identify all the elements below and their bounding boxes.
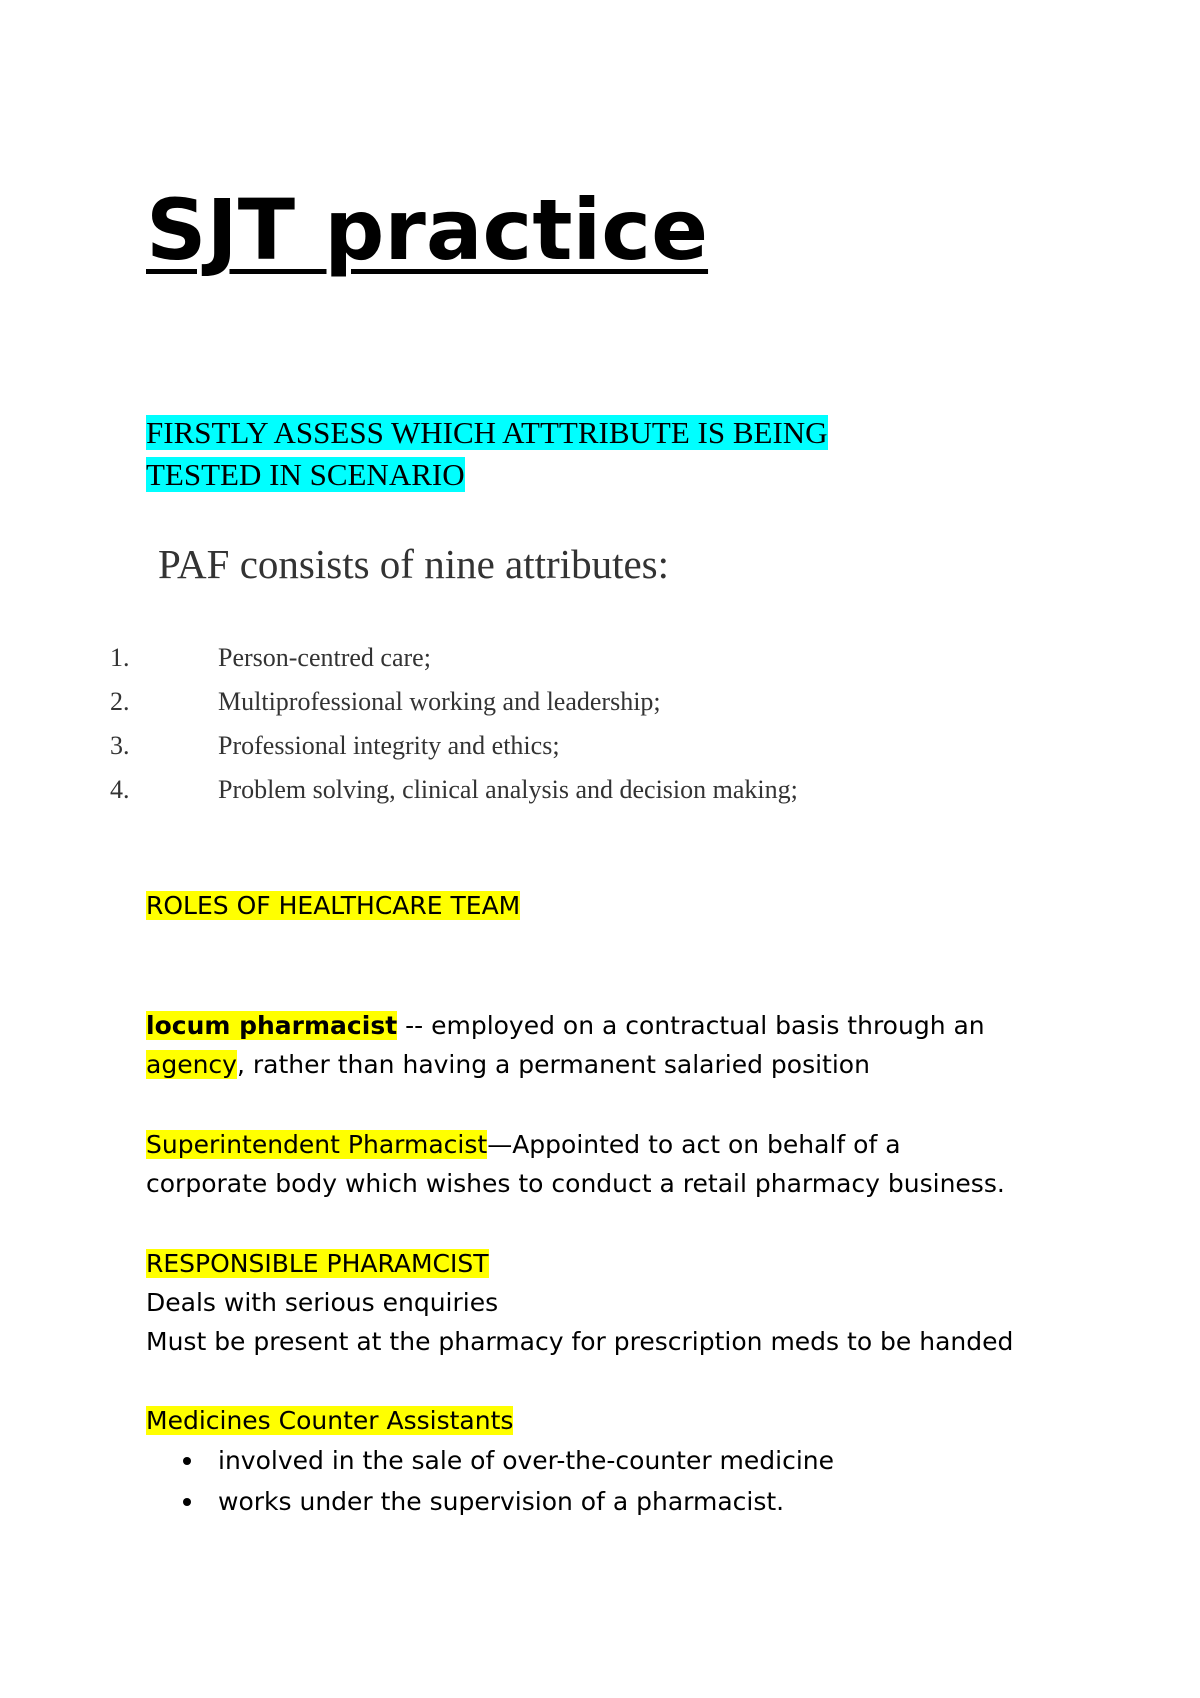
counter-term: Medicines Counter Assistants xyxy=(146,1406,514,1435)
agency-term: agency xyxy=(146,1050,237,1079)
locum-desc-2: , rather than having a permanent salaried position xyxy=(236,1050,870,1079)
list-number: 1. xyxy=(110,643,130,672)
list-text: Multiprofessional working and leadership; xyxy=(218,687,661,716)
roles-heading xyxy=(146,886,520,925)
list-text: Professional integrity and ethics; xyxy=(218,731,560,760)
page-title: SJT practice xyxy=(146,181,709,279)
superintendent-desc-1: —Appointed to act on behalf of a xyxy=(487,1130,901,1159)
assess-instruction xyxy=(146,412,828,496)
responsible-section xyxy=(146,1244,1013,1361)
bullet-icon xyxy=(183,1498,191,1506)
paf-heading: PAF consists of nine attributes: xyxy=(158,541,669,587)
list-number: 4. xyxy=(110,775,130,804)
assess-line-2: TESTED IN SCENARIO xyxy=(146,457,465,492)
list-text: Problem solving, clinical analysis and decision making; xyxy=(218,775,798,804)
roles-heading-text: ROLES OF HEALTHCARE TEAM xyxy=(146,891,521,920)
locum-desc-1: -- employed on a contractual basis through an xyxy=(397,1011,985,1040)
list-number: 2. xyxy=(110,687,130,716)
locum-term: locum pharmacist xyxy=(146,1011,398,1040)
responsible-desc-2: Must be present at the pharmacy for prescription meds to be handed xyxy=(146,1327,1014,1356)
list-text: Person-centred care; xyxy=(218,643,431,672)
bullet-icon xyxy=(183,1457,191,1465)
list-number: 3. xyxy=(110,731,130,760)
counter-section xyxy=(146,1401,513,1440)
responsible-desc-1: Deals with serious enquiries xyxy=(146,1288,499,1317)
list-text: involved in the sale of over-the-counter medicine xyxy=(218,1446,835,1475)
superintendent-desc-2: corporate body which wishes to conduct a retail pharmacy business. xyxy=(146,1169,1005,1198)
responsible-term: RESPONSIBLE PHARAMCIST xyxy=(146,1249,489,1278)
list-text: works under the supervision of a pharmacist. xyxy=(218,1487,785,1516)
superintendent-term: Superintendent Pharmacist xyxy=(146,1130,488,1159)
superintendent-section xyxy=(146,1125,1005,1203)
locum-section xyxy=(146,1006,985,1084)
assess-line-1: FIRSTLY ASSESS WHICH ATTTRIBUTE IS BEING xyxy=(146,415,828,450)
